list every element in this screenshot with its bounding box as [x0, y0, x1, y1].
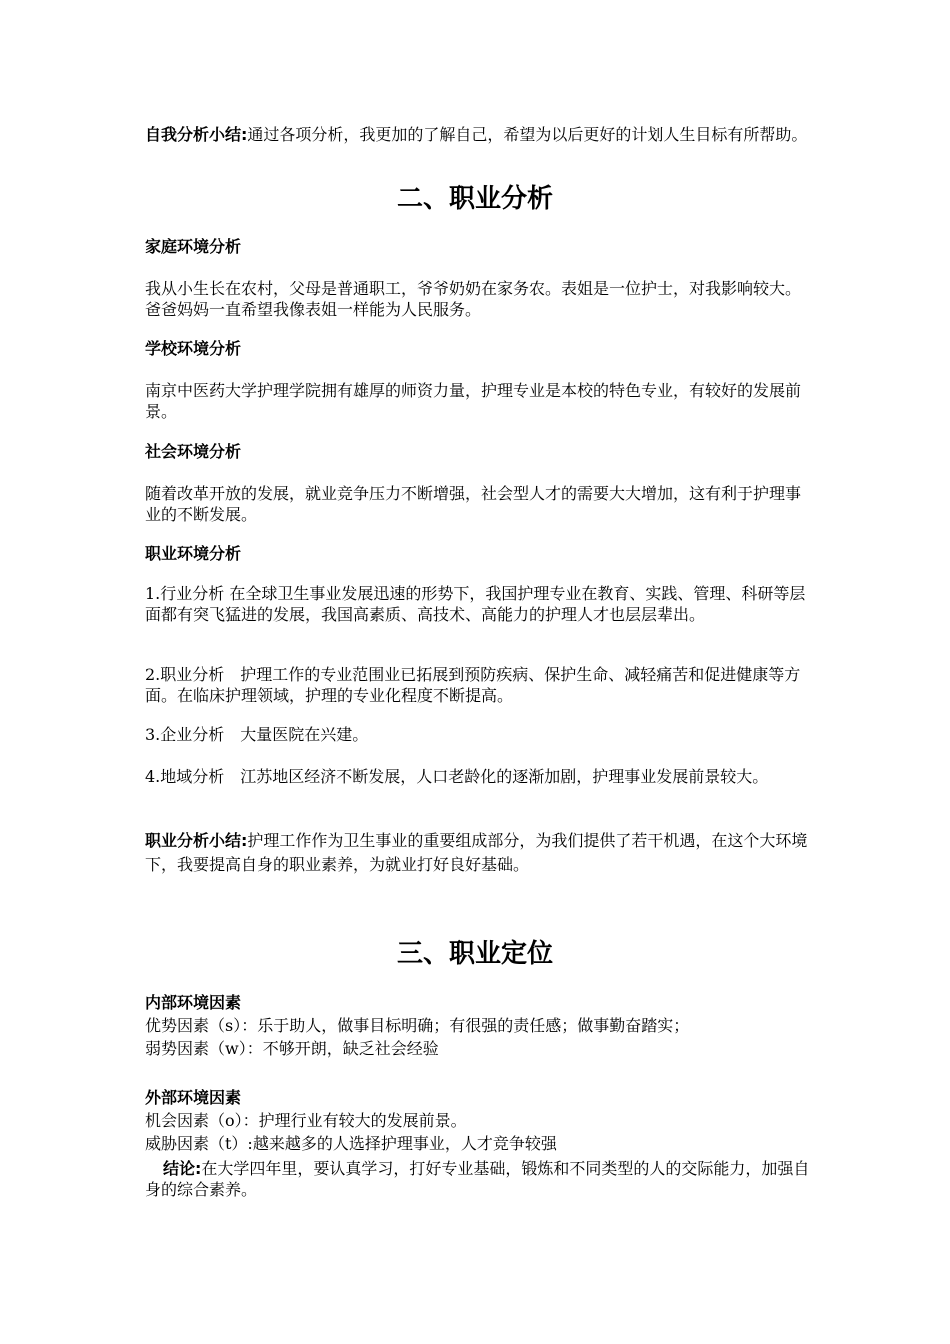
enterprise-analysis-item: 3.企业分析 大量医院在兴建。: [145, 725, 369, 744]
conclusion: [145, 1158, 810, 1200]
section-title-career-analysis: 二、职业分析: [396, 184, 553, 214]
self-analysis-summary: [145, 124, 810, 145]
career-analysis-summary-text: 护理工作作为卫生事业的重要组成部分，为我们提供了若干机遇，在这个大环境下，我要提高自身的职业素养，为就业打好良好基础。: [145, 831, 808, 874]
external-factors-heading: 外部环境因素: [145, 1088, 242, 1107]
strength-factors: 优势因素（s）：乐于助人，做事目标明确；有很强的责任感；做事勤奋踏实；: [145, 1016, 690, 1035]
section-title-career-positioning: 三、职业定位: [396, 939, 553, 969]
family-environment-text: 我从小生长在农村，父母是普通职工，爷爷奶奶在家务农。表姐是一位护士，对我影响较大。爸爸妈妈一直希望我像表姐一样能为人民服务。: [145, 279, 802, 319]
occupation-analysis-item: 2.职业分析 护理工作的专业范围业已拓展到预防疾病、保护生命、减轻痛苦和促进健康等方面。在临床护理领域，护理的专业化程度不断提高。: [145, 665, 801, 705]
society-environment-heading: 社会环境分析: [145, 442, 242, 461]
industry-analysis-item: 1.行业分析 在全球卫生事业发展迅速的形势下，我国护理专业在教育、实践、管理、科研等层面都有突飞猛进的发展，我国高素质、高技术、高能力的护理人才也层层辈出。: [145, 584, 806, 624]
internal-factors-block: [145, 991, 810, 1060]
career-environment-heading: 职业环境分析: [145, 544, 242, 563]
weakness-factors: 弱势因素（w）：不够开朗，缺乏社会经验: [145, 1039, 439, 1058]
opportunity-factors: 机会因素（o）：护理行业有较大的发展前景。: [145, 1111, 467, 1130]
regional-analysis-item: 4.地域分析 江苏地区经济不断发展，人口老龄化的逐渐加剧，护理事业发展前景较大。: [145, 767, 769, 786]
school-environment-heading: 学校环境分析: [145, 339, 242, 358]
school-environment-text: 南京中医药大学护理学院拥有雄厚的师资力量，护理专业是本校的特色专业，有较好的发展前景。: [145, 381, 802, 421]
self-analysis-summary-text: 通过各项分析，我更加的了解自己，希望为以后更好的计划人生目标有所帮助。: [247, 125, 808, 144]
society-environment-text: 随着改革开放的发展，就业竞争压力不断增强，社会型人才的需要大大增加，这有利于护理事业的不断发展。: [145, 484, 802, 524]
self-analysis-summary-label: 自我分析小结:: [145, 125, 248, 144]
family-environment-heading: 家庭环境分析: [145, 237, 242, 256]
conclusion-label: 结论:: [163, 1159, 202, 1178]
external-factors-block: [145, 1086, 810, 1155]
internal-factors-heading: 内部环境因素: [145, 993, 242, 1012]
career-analysis-summary-label: 职业分析小结:: [145, 831, 248, 850]
threat-factors: 威胁因素（t）:越来越多的人选择护理事业，人才竞争较强: [145, 1134, 557, 1153]
conclusion-text: 在大学四年里，要认真学习，打好专业基础，锻炼和不同类型的人的交际能力，加强自身的综合素养。: [145, 1159, 810, 1199]
career-analysis-summary: [145, 829, 810, 877]
